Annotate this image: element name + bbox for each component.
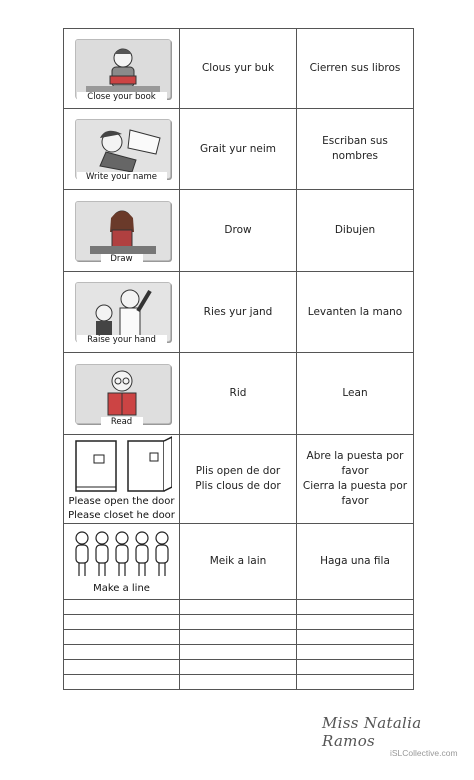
empty-row [64,630,414,645]
spanish-cell: Abre la puesta por favor Cierra la puesta por favor [297,435,414,524]
author-signature: Miss Natalia Ramos [322,714,422,750]
empty-cell [64,600,180,615]
door-icon [72,435,172,493]
table-row [64,524,414,600]
picture-cell [64,190,180,272]
spanish-cell: Lean [297,353,414,435]
phonetic-cell: Meik a lain [180,524,297,600]
table-row [64,272,414,353]
picture-caption: Close your book [77,92,167,103]
picture-caption: Draw [101,254,143,265]
empty-row [64,645,414,660]
phonetic-cell: Rid [180,353,297,435]
children-raising-hand-icon [75,282,171,342]
empty-cell [180,660,297,675]
boy-closing-book-icon [75,39,171,99]
empty-cell [180,675,297,690]
empty-cell [297,675,414,690]
empty-row [64,660,414,675]
spanish-cell: Dibujen [297,190,414,272]
write-name-illustration [75,119,169,182]
picture-caption: Please closet he door [68,510,175,521]
empty-cell [297,615,414,630]
empty-cell [297,660,414,675]
picture-caption: Please open the door [68,496,175,507]
raise-hand-illustration [75,282,169,345]
phonetic-cell: Grait yur neim [180,109,297,190]
empty-cell [64,630,180,645]
boy-writing-icon [75,119,171,179]
spanish-cell: Escriban sus nombres [297,109,414,190]
empty-cell [297,600,414,615]
picture-cell [64,524,180,600]
empty-row [64,675,414,690]
boy-reading-icon [75,364,171,424]
picture-cell [64,272,180,353]
picture-cell [64,435,180,524]
picture-cell [64,109,180,190]
phonetic-cell: Clous yur buk [180,29,297,109]
empty-cell [64,675,180,690]
empty-cell [64,615,180,630]
empty-cell [180,645,297,660]
vocabulary-table [63,28,414,690]
picture-cell [64,353,180,435]
empty-cell [180,615,297,630]
picture-caption: Make a line [93,582,150,594]
empty-cell [180,630,297,645]
draw-illustration [75,201,169,264]
read-illustration [75,364,169,427]
spanish-cell: Cierren sus libros [297,29,414,109]
picture-caption: Raise your hand [77,335,167,346]
picture-caption: Write your name [77,172,167,183]
phonetic-cell: Drow [180,190,297,272]
site-footer[interactable]: iSLCollective.com [390,748,458,758]
empty-row [64,600,414,615]
empty-cell [64,645,180,660]
girl-drawing-icon [75,201,171,261]
empty-cell [180,600,297,615]
empty-cell [297,630,414,645]
picture-cell [64,29,180,109]
empty-cell [64,660,180,675]
close-book-illustration [75,39,169,102]
table-row [64,29,414,109]
empty-cell [297,645,414,660]
table-row [64,109,414,190]
table-row [64,435,414,524]
children-in-line-icon [70,528,174,580]
phonetic-cell: Ries yur jand [180,272,297,353]
table-row [64,353,414,435]
spanish-cell: Levanten la mano [297,272,414,353]
phonetic-cell: Plis open de dor Plis clous de dor [180,435,297,524]
spanish-cell: Haga una fila [297,524,414,600]
empty-row [64,615,414,630]
table-row [64,190,414,272]
picture-caption: Read [101,417,143,428]
